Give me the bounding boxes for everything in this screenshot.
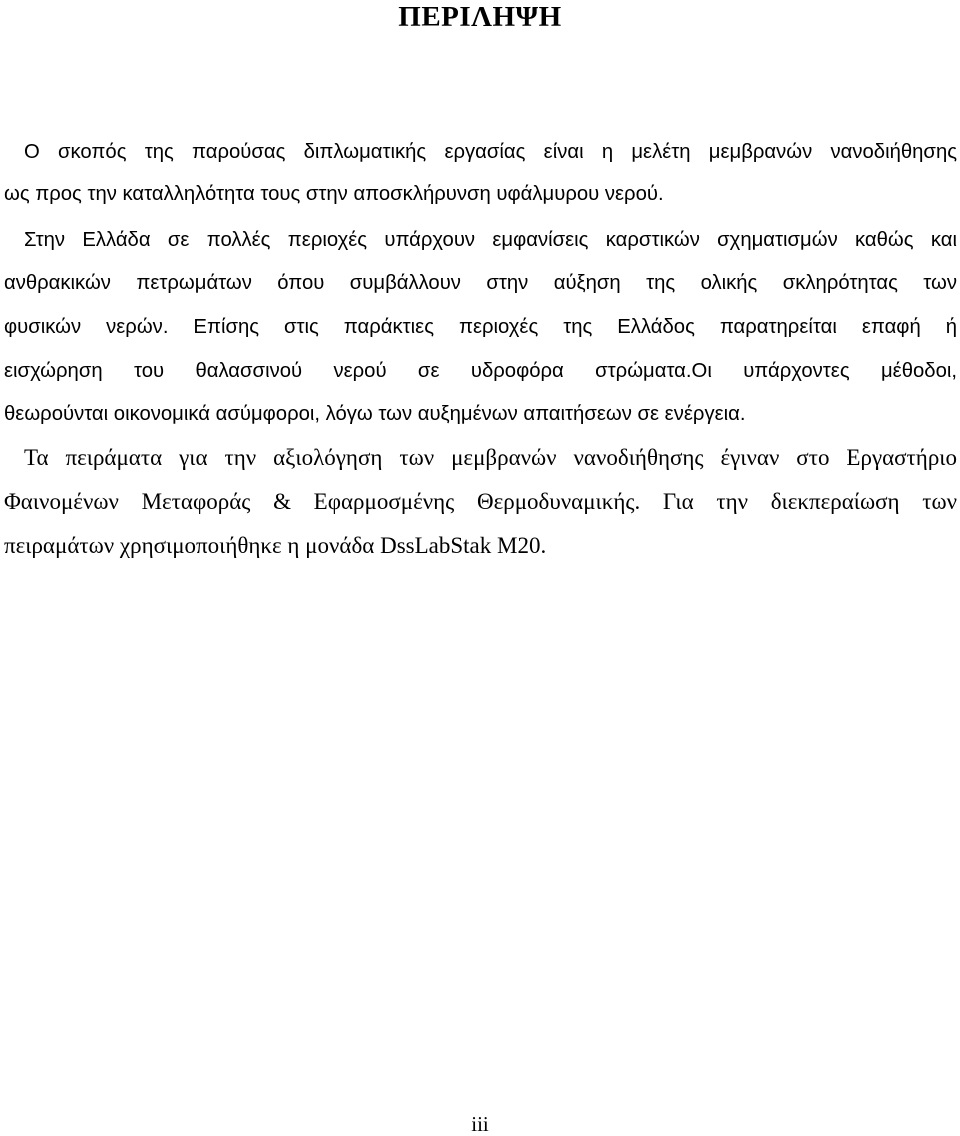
text-line: φυσικών νερών. Επίσης στις παράκτιες περιοχές της Ελλάδος παρατηρείται επαφή ή: [4, 316, 957, 338]
page-number: iii: [471, 1112, 489, 1136]
text-line: εισχώρηση του θαλασσινού νερού σε υδροφόρα στρώματα.Οι υπάρχοντες μέθοδοι,: [4, 360, 957, 382]
text-line: Φαινομένων Μεταφοράς & Εφαρμοσμένης Θερμοδυναμικής. Για την διεκπεραίωση των: [4, 489, 957, 514]
text-line: Ο σκοπός της παρούσας διπλωματικής εργασίας είναι η μελέτη μεμβρανών νανοδιήθησης: [24, 141, 957, 163]
text-line: ανθρακικών πετρωμάτων όπου συμβάλλουν στην αύξηση της ολικής σκληρότητας των: [4, 272, 957, 294]
text-line: ως προς την καταλληλότητα τους στην αποσκλήρυνση υφάλμυρου νερού.: [4, 183, 664, 205]
text-line: Στην Ελλάδα σε πολλές περιοχές υπάρχουν εμφανίσεις καρστικών σχηματισμών καθώς και: [24, 229, 957, 251]
text-line: θεωρούνται οικονομικά ασύμφοροι, λόγω των αυξημένων απαιτήσεων σε ενέργεια.: [4, 403, 746, 425]
page-title: ΠΕΡΙΛΗΨΗ: [398, 1, 562, 33]
text-line: πειραμάτων χρησιμοποιήθηκε η μονάδα DssLabStak M20.: [4, 533, 547, 558]
text-line: Τα πειράματα για την αξιολόγηση των μεμβρανών νανοδιήθησης έγιναν στο Εργαστήριο: [24, 445, 957, 470]
